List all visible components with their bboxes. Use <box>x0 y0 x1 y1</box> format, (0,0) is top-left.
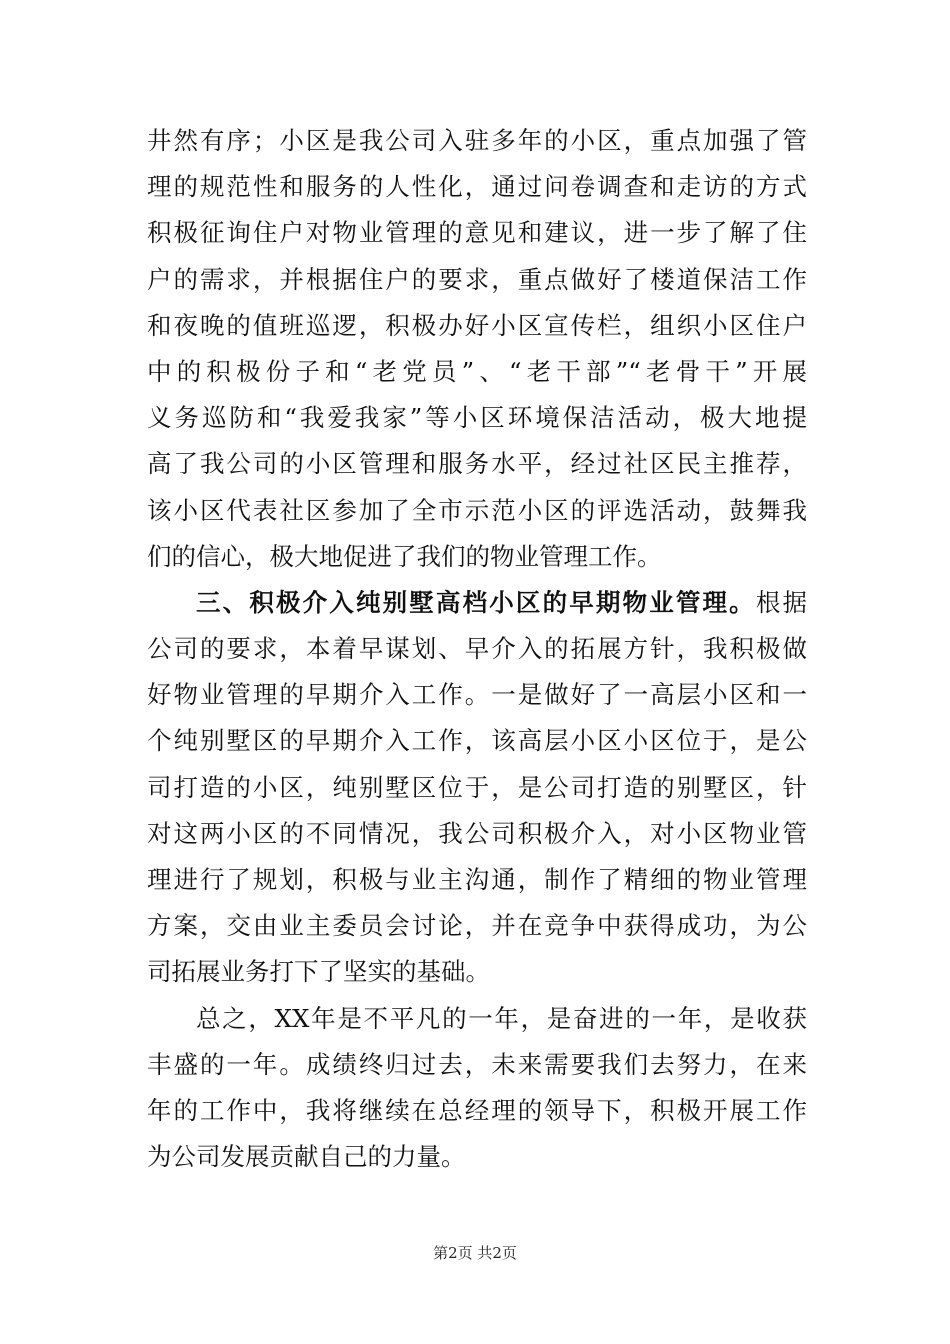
p2-line-2: 公司的要求，本着早谋划、早介入的拓展方针，我积极做 <box>147 634 807 664</box>
body-text <box>147 118 807 1180</box>
p1-line-3: 积极征询住户对物业管理的意见和建议，进一步了解了住 <box>147 218 807 248</box>
p2-line-1 <box>147 580 807 626</box>
page-number-label: 第2页 共2页 <box>433 1244 517 1262</box>
p1-line-10: 们的信心，极大地促进了我们的物业管理工作。 <box>147 541 662 571</box>
p1-line-8: 高了我公司的小区管理和服务水平，经过社区民主推荐， <box>147 449 807 479</box>
page-footer <box>0 1243 950 1263</box>
p1-line-7: 义务巡防和“我爱我家”等小区环境保洁活动，极大地提 <box>147 403 807 433</box>
p2-line-3: 好物业管理的早期介入工作。一是做好了一高层小区和一 <box>147 680 807 710</box>
p2-line-6: 对这两小区的不同情况，我公司积极介入，对小区物业管 <box>147 818 807 848</box>
p1-line-1: 井然有序；小区是我公司入驻多年的小区，重点加强了管 <box>147 126 807 155</box>
p2-line-7: 理进行了规划，积极与业主沟通，制作了精细的物业管理 <box>147 865 807 894</box>
p3-line-3: 年的工作中，我将继续在总经理的领导下，积极开展工作 <box>147 1095 807 1125</box>
p1-line-5: 和夜晚的值班巡逻，积极办好小区宣传栏，组织小区住户 <box>147 310 807 340</box>
p2-line-4: 个纯别墅区的早期介入工作，该高层小区小区位于，是公 <box>147 726 807 756</box>
p1-line-4: 户的需求，并根据住户的要求，重点做好了楼道保洁工作 <box>147 264 807 294</box>
p2-line-1-rest: 根据 <box>755 587 807 617</box>
p2-line-5: 司打造的小区，纯别墅区位于，是公司打造的别墅区，针 <box>147 772 807 802</box>
p3-line-2: 丰盛的一年。成绩终归过去，未来需要我们去努力，在来 <box>147 1049 807 1079</box>
p2-line-9: 司拓展业务打下了坚实的基础。 <box>147 957 490 987</box>
p1-line-9: 该小区代表社区参加了全市示范小区的评选活动，鼓舞我 <box>147 495 807 525</box>
section-heading: 三、积极介入纯别墅高档小区的早期物业管理。 <box>196 587 756 617</box>
p2-line-8: 方案，交由业主委员会讨论，并在竞争中获得成功，为公 <box>147 911 807 941</box>
p3-line-4: 为公司发展贡献自己的力量。 <box>147 1142 466 1172</box>
p1-line-2: 理的规范性和服务的人性化，通过问卷调查和走访的方式 <box>147 172 807 202</box>
p1-line-6: 中的积极份子和“老党员”、“老干部”“老骨干”开展 <box>147 356 807 386</box>
p3-line-1: 总之，XX年是不平凡的一年，是奋进的一年，是收获 <box>196 1003 807 1033</box>
